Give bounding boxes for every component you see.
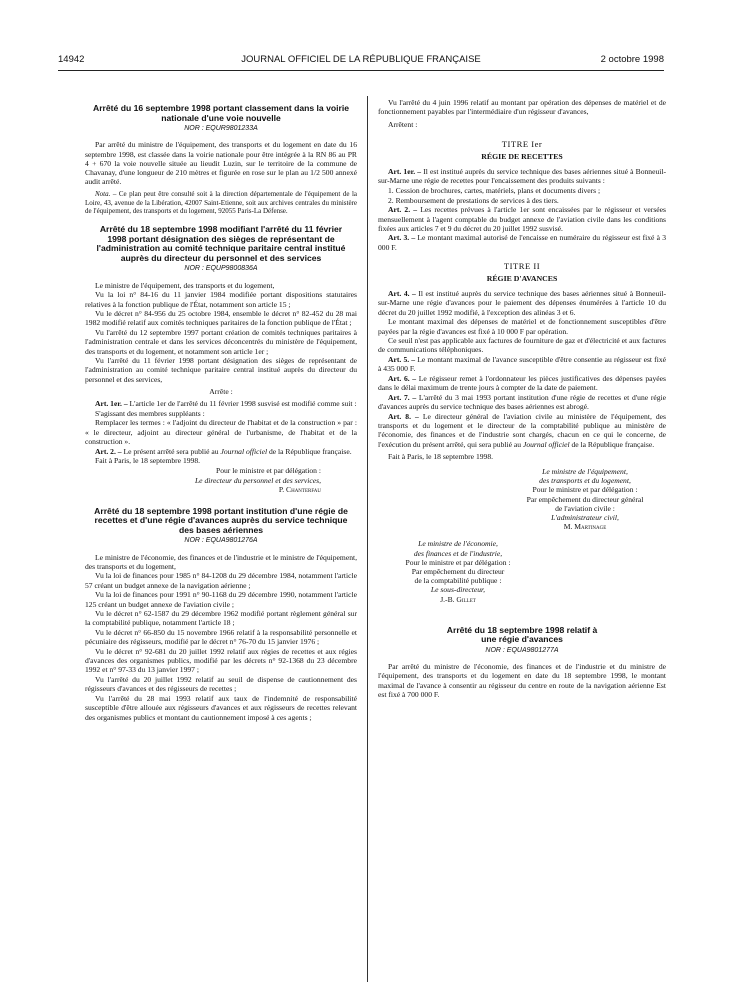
section-title: TITRE Ier bbox=[501, 138, 543, 149]
list-item: 1. Cession de brochures, cartes, matériels, plans et documents divers ; bbox=[388, 185, 601, 195]
paragraph: Vu la loi n° 84-16 du 11 janvier 1984 modifiée portant dispositions statutaires relatives à la fonction publique de l'État, notamment son article 15 ; bbox=[85, 290, 357, 309]
decree-title: Arrêté du 18 septembre 1998 modifiant l'arrêté du 11 février 1998 portant désignation des sièges de représentant de l'administration au comité technique paritaire central institué auprès du directeur du personnel et des services bbox=[96, 224, 346, 263]
paragraph: Par arrêté du ministre de l'équipement, des transports et du logement en date du 16 septembre 1998, est classée dans la voirie nationale pour être intégrée à la RN 86 au PR 4 + 670 la voie nouvelle située au lieudit Luzin, sur le territoire de la commune de Chavanay, d'une longueur de 210 mètres et figurée en rose sur le plan au 1/2 500 annexé audit arrêté. bbox=[85, 140, 357, 187]
issue-date: 2 octobre 1998 bbox=[600, 54, 664, 65]
signatory: P. Chanterfau bbox=[278, 485, 321, 495]
paragraph: Vu l'arrêté du 28 mai 1993 relatif aux taux de l'indemnité de responsabilité susceptible d'être allouée aux régisseurs d'avances et aux régisseurs de recettes relevant des organismes publics et montant du cautionnement imposé à ces agents ; bbox=[85, 694, 357, 722]
nor-code: NOR : EQUP9800836A bbox=[184, 265, 258, 273]
article-5: Art. 5. – Le montant maximal de l'avance susceptible d'être consentie au régisseur est fixé à 435 000 F. bbox=[378, 355, 666, 374]
paragraph: Remplacer les termes : « l'adjoint du directeur de l'habitat et de la construction » par : « le directeur, adjoint au directeur général de l'urbanisme, de l'habitat et de la construction ». bbox=[85, 418, 357, 446]
paragraph: Vu l'arrêté du 12 septembre 1997 portant création de comités techniques paritaires à l'administration centrale et dans les services déconcentrés du ministère de l'équipement, des transports et du logement, et notamment son article 1er ; bbox=[85, 328, 357, 356]
signature-title: Le directeur du personnel et des services, bbox=[194, 475, 321, 485]
journal-title: JOURNAL OFFICIEL DE LA RÉPUBLIQUE FRANÇAISE bbox=[241, 54, 481, 65]
signature-block-2 bbox=[378, 539, 538, 603]
signature-title: L'administrateur civil, bbox=[551, 512, 619, 522]
article-2: Art. 2. – Les recettes prévues à l'article 1er sont encaissées par le régisseur et versées mensuellement à l'agent comptable du budget annexe de l'aviation civile dans les conditions fixées aux articles 7 et 9 du décret du 20 juillet 1992 susvisé. bbox=[378, 205, 666, 233]
paragraph: Vu le décret n° 66-850 du 15 novembre 1966 relatif à la responsabilité personnelle et pécuniaire des régisseurs, modifié par le décret n° 76-70 du 15 janvier 1976 ; bbox=[85, 628, 357, 647]
decree-title: Arrêté du 16 septembre 1998 portant classement dans la voirie nationale d'une voie nouvelle bbox=[93, 103, 350, 123]
paragraph: Vu l'arrêté du 4 juin 1996 relatif au montant par opération des dépenses de matériel et de fonctionnement payables par l'intermédiaire d'un régisseur d'avances, bbox=[378, 98, 666, 117]
signatory: J.-B. Gillet bbox=[440, 594, 476, 604]
paragraph: Vu le décret n° 62-1587 du 29 décembre 1962 modifié portant règlement général sur la comptabilité publique, notamment l'article 18 ; bbox=[85, 609, 357, 628]
header-rule bbox=[58, 70, 664, 71]
article-6: Art. 6. – Le régisseur remet à l'ordonnateur les pièces justificatives des dépenses payées dans le délai maximum de trente jours à compter de la date de paiement. bbox=[378, 374, 666, 393]
decree-4 bbox=[378, 626, 666, 699]
paragraph: Le ministre de l'économie, des finances et de l'industrie et le ministre de l'équipement, des transports et du logement, bbox=[85, 552, 357, 571]
column-divider bbox=[367, 96, 368, 982]
article-1: Art. 1er. – L'article 1er de l'arrêté du 11 février 1998 susvisé est modifié comme suit : bbox=[95, 399, 357, 409]
section-name: RÉGIE D'AVANCES bbox=[486, 274, 558, 284]
paragraph: Le ministre de l'équipement, des transports et du logement, bbox=[95, 280, 275, 290]
decree-2 bbox=[85, 225, 357, 495]
article-4: Art. 4. – Il est institué auprès du service technique des bases aériennes situé à Bonneuil-sur-Marne une régie d'avances pour le paiement des dépenses énumérées à l'article 10 du décret du 20 juillet 1992 modifié, à l'exception des alinéas 3 et 6. bbox=[378, 289, 666, 317]
left-column bbox=[85, 98, 357, 722]
page-header bbox=[58, 52, 664, 68]
signature-line: Par empêchement du directeur général bbox=[526, 494, 644, 504]
article-1: Art. 1er. – Il est institué auprès du service technique des bases aériennes situé à Bonneuil-sur-Marne une régie de recettes pour l'encaissement des produits suivants : bbox=[378, 167, 666, 186]
paragraph: Vu la loi de finances pour 1985 n° 84-1208 du 29 décembre 1984, notamment l'article 57 créant un budget annexe de la navigation aérienne ; bbox=[85, 571, 357, 590]
paragraph: Vu l'arrêté du 20 juillet 1992 relatif au seuil de dispense de cautionnement des régisseurs d'avances et des régisseurs de recettes ; bbox=[85, 675, 357, 694]
list-item: 2. Remboursement de prestations de services à des tiers. bbox=[388, 195, 559, 205]
decree-1 bbox=[85, 104, 357, 215]
signature-line: de la comptabilité publique : bbox=[414, 576, 502, 586]
decree-title: Arrêté du 18 septembre 1998 portant institution d'une régie de recettes et d'une régie d'avances auprès du service technique des bases aériennes bbox=[94, 505, 348, 535]
signature-line: Pour le ministre et par délégation : bbox=[215, 465, 321, 475]
decree-3 bbox=[85, 507, 357, 722]
section-title: TITRE II bbox=[503, 260, 541, 271]
done-at: Fait à Paris, le 18 septembre 1998. bbox=[95, 456, 201, 466]
signature-line: Le ministre de l'économie, bbox=[418, 539, 498, 549]
paragraph: S'agissant des membres suppléants : bbox=[95, 408, 205, 418]
signature-line: Par empêchement du directeur bbox=[411, 566, 505, 576]
signature-block-1 bbox=[378, 467, 660, 531]
page-number: 14942 bbox=[58, 54, 85, 65]
signature-line: des finances et de l'industrie, bbox=[413, 548, 503, 558]
signatory: M. Martinage bbox=[563, 522, 607, 532]
signature-line: de l'aviation civile : bbox=[555, 503, 615, 513]
paragraph: Par arrêté du ministre de l'économie, des finances et de l'industrie et du ministre de l'équipement, des transports et du logement en date du 18 septembre 1998, le montant maximal de l'avance à consentir au régisseur du centre en route de la navigation aérienne Est est fixé à 700 000 F. bbox=[378, 662, 666, 699]
paragraph: Vu l'arrêté du 11 février 1998 portant désignation des sièges de représentant de l'administration au comité technique paritaire central institué auprès du directeur du personnel et des services, bbox=[85, 356, 357, 384]
nor-code: NOR : EQUA9801277A bbox=[485, 646, 559, 654]
decree-title: Arrêté du 18 septembre 1998 relatif à une régie d'avances bbox=[446, 624, 598, 645]
section-name: RÉGIE DE RECETTES bbox=[481, 151, 563, 161]
signature-line: Pour le ministre et par délégation : bbox=[405, 557, 511, 567]
article-3: Art. 3. – Le montant maximal autorisé de l'encaisse en numéraire du régisseur est fixé à 3 000 F. bbox=[378, 233, 666, 252]
right-column bbox=[378, 98, 666, 699]
article-2: Art. 2. – Le présent arrêté sera publié au Journal officiel de la République française. bbox=[95, 446, 352, 456]
arrete-heading: Arrête : bbox=[209, 386, 233, 396]
paragraph: Vu le décret n° 92-681 du 20 juillet 1992 relatif aux régies de recettes et aux régies d'avances des organismes publics, modifié par les décrets n° 92-1368 du 23 décembre 1992 et n° 97-33 du 13 janvier 1997 ; bbox=[85, 647, 357, 675]
signature-line: des transports et du logement, bbox=[539, 476, 631, 486]
signature-line: Pour le ministre et par délégation : bbox=[532, 485, 638, 495]
paragraph: Vu la loi de finances pour 1991 n° 90-1168 du 29 décembre 1990, notamment l'article 125 créant un budget annexe de l'aviation civile ; bbox=[85, 590, 357, 609]
note: Nota. – Ce plan peut être consulté soit à la direction départementale de l'équipement de la Loire, 43, avenue de la Libération, 42007 Saint-Etienne, soit aux archives centrales du ministère de l'équipement, des transports et du logement, 92055 Paris-La Défense. bbox=[85, 190, 357, 215]
paragraph: Vu le décret n° 84-956 du 25 octobre 1984, ensemble le décret n° 82-452 du 28 mai 1982 modifié relatif aux comités techniques paritaires de la fonction publique de l'État ; bbox=[85, 309, 357, 328]
signature-line: Le ministre de l'équipement, bbox=[542, 466, 628, 476]
nor-code: NOR : EQUA9801276A bbox=[184, 537, 258, 545]
arretent-heading: Arrêtent : bbox=[388, 120, 418, 130]
done-at: Fait à Paris, le 18 septembre 1998. bbox=[388, 451, 494, 461]
nor-code: NOR : EQUR9801233A bbox=[184, 125, 258, 133]
paragraph: Le montant maximal des dépenses de matériel et de fonctionnement susceptibles d'être payées par la régie d'avances est fixé à 10 000 F par opération. bbox=[378, 317, 666, 336]
article-7: Art. 7. – L'arrêté du 3 mai 1993 portant institution d'une régie de recettes et d'une régie d'avances auprès du service technique des bases aériennes est abrogé. bbox=[378, 392, 666, 412]
paragraph: Ce seuil n'est pas applicable aux factures de fourniture de gaz et d'électricité et aux factures de communications téléphoniques. bbox=[378, 336, 666, 355]
article-8: Art. 8. – Le directeur général de l'aviation civile au ministère de l'équipement, des transports et du logement et le directeur de la comptabilité publique au ministère de l'économie, des finances et de l'industrie sont chargés, chacun en ce qui le concerne, de l'exécution du présent arrêté, qui sera publié au Journal officiel de la République française. bbox=[378, 411, 666, 449]
signature-title: Le sous-directeur, bbox=[430, 585, 486, 595]
